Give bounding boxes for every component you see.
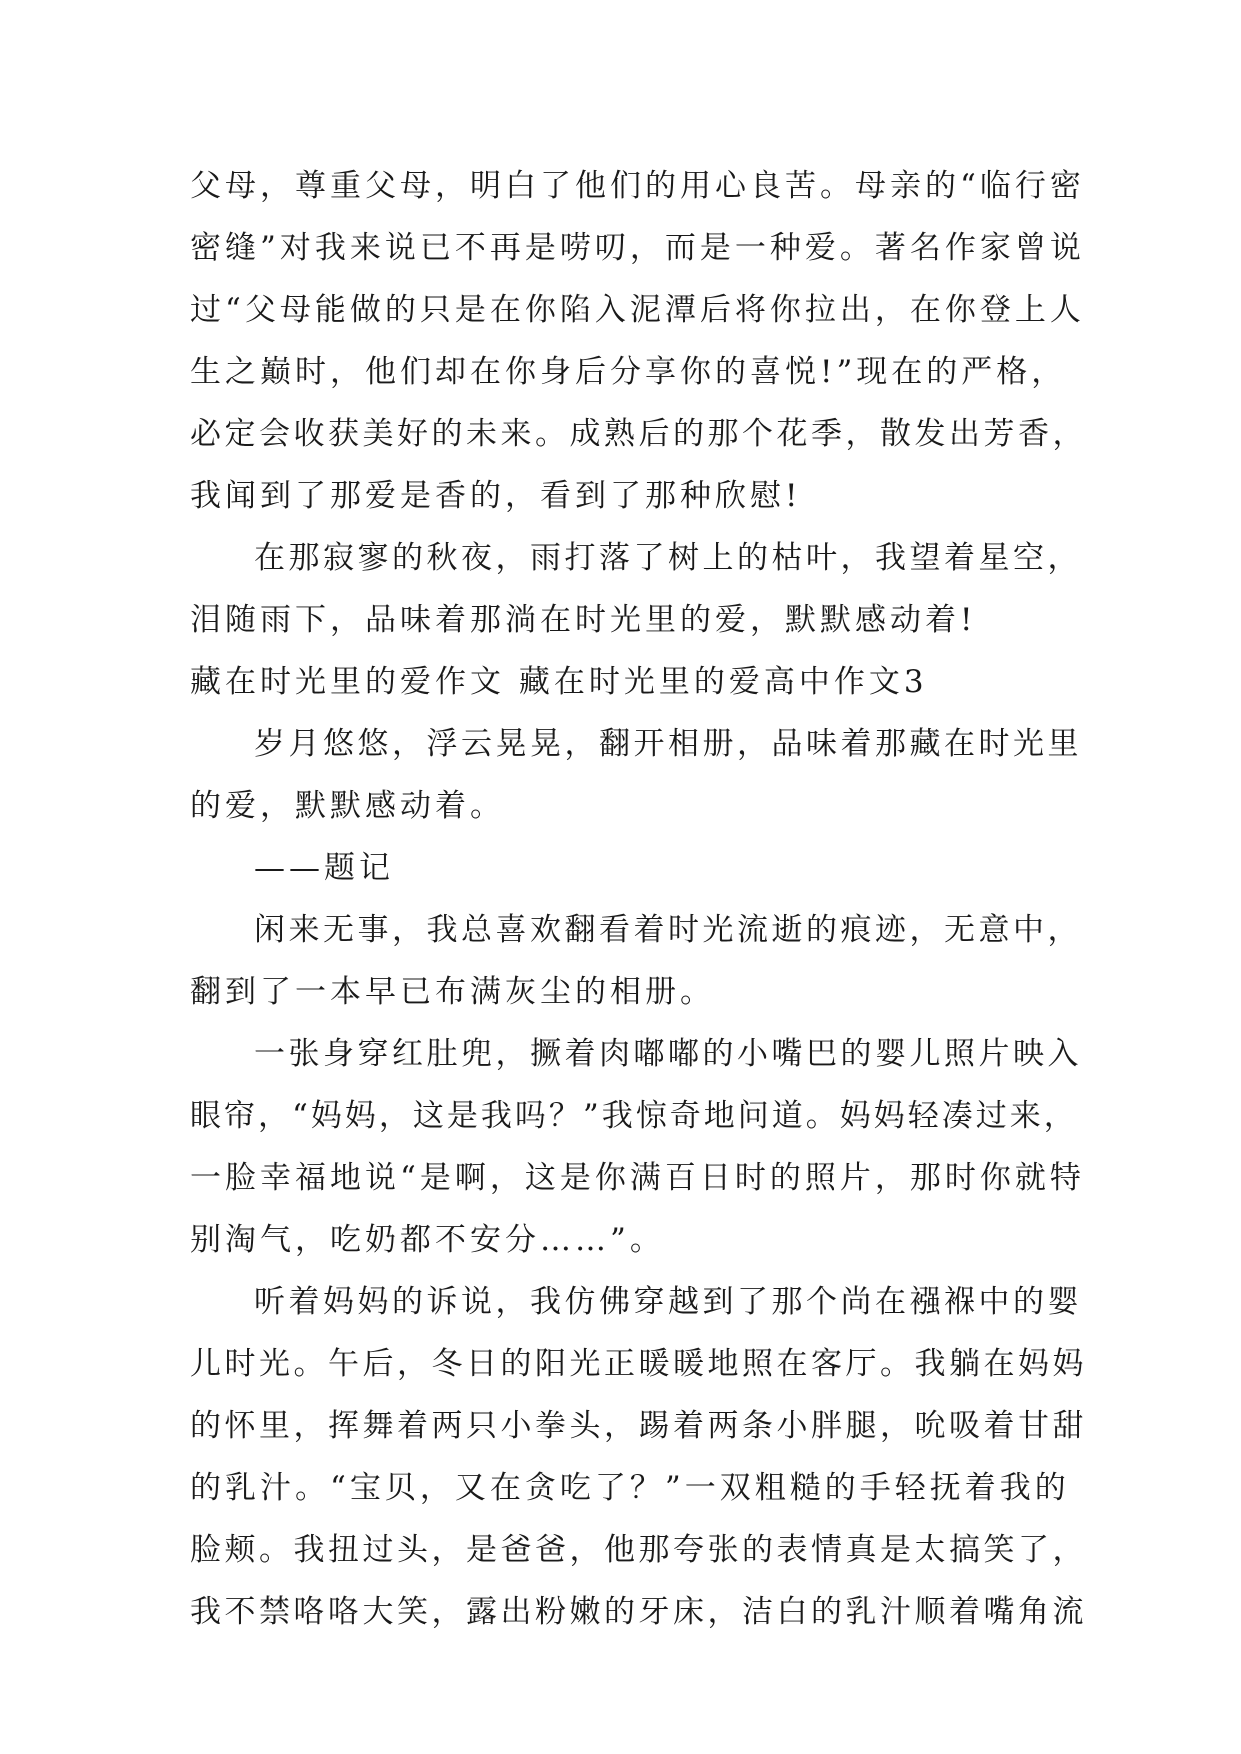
text-line: 的怀里，挥舞着两只小拳头，踢着两条小胖腿，吮吸着甘甜 xyxy=(190,1408,1087,1444)
text-line: 的爱，默默感动着。 xyxy=(190,788,505,824)
text-line: 泪随雨下，品味着那淌在时光里的爱，默默感动着! xyxy=(190,602,977,638)
text-line: 儿时光。午后，冬日的阳光正暖暖地照在客厅。我躺在妈妈 xyxy=(190,1346,1087,1382)
text-line: 密缝”对我来说已不再是唠叨，而是一种爱。著名作家曾说 xyxy=(190,230,1085,266)
text-line: 一脸幸福地说“是啊，这是你满百日时的照片，那时你就特 xyxy=(190,1160,1085,1196)
paragraph-line: 一张身穿红肚兜，撅着肉嘟嘟的小嘴巴的婴儿照片映入 xyxy=(254,1036,1082,1072)
text-line: 生之巅时，他们却在你身后分享你的喜悦!”现在的严格， xyxy=(190,354,1067,390)
text-line: 的乳汁。“宝贝，又在贪吃了？”一双粗糙的手轻抚着我的 xyxy=(190,1470,1070,1506)
text-line: 必定会收获美好的未来。成熟后的那个花季，散发出芳香， xyxy=(190,416,1087,452)
paragraph-line: 闲来无事，我总喜欢翻看着时光流逝的痕迹，无意中， xyxy=(254,912,1082,948)
paragraph-line: 听着妈妈的诉说，我仿佛穿越到了那个尚在襁褓中的婴 xyxy=(254,1284,1082,1320)
text-line: 过“父母能做的只是在你陷入泥潭后将你拉出，在你登上人 xyxy=(190,292,1085,328)
epigraph-signature: ——题记 xyxy=(254,850,394,886)
paragraph-line: 在那寂寥的秋夜，雨打落了树上的枯叶，我望着星空， xyxy=(254,540,1082,576)
text-line: 我闻到了那爱是香的，看到了那种欣慰! xyxy=(190,478,802,514)
paragraph-line: 岁月悠悠，浮云晃晃，翻开相册，品味着那藏在时光里 xyxy=(254,726,1082,762)
text-line: 别淘气，吃奶都不安分……”。 xyxy=(190,1222,665,1258)
essay-title: 藏在时光里的爱作文 藏在时光里的爱高中作文3 xyxy=(190,664,928,700)
text-line: 眼帘，“妈妈，这是我吗？”我惊奇地问道。妈妈轻凑过来， xyxy=(190,1098,1078,1134)
text-line: 父母，尊重父母，明白了他们的用心良苦。母亲的“临行密 xyxy=(190,168,1085,204)
text-line: 翻到了一本早已布满灰尘的相册。 xyxy=(190,974,715,1010)
text-line: 脸颊。我扭过头，是爸爸，他那夸张的表情真是太搞笑了， xyxy=(190,1532,1087,1568)
text-line: 我不禁咯咯大笑，露出粉嫩的牙床，洁白的乳汁顺着嘴角流 xyxy=(190,1594,1087,1630)
